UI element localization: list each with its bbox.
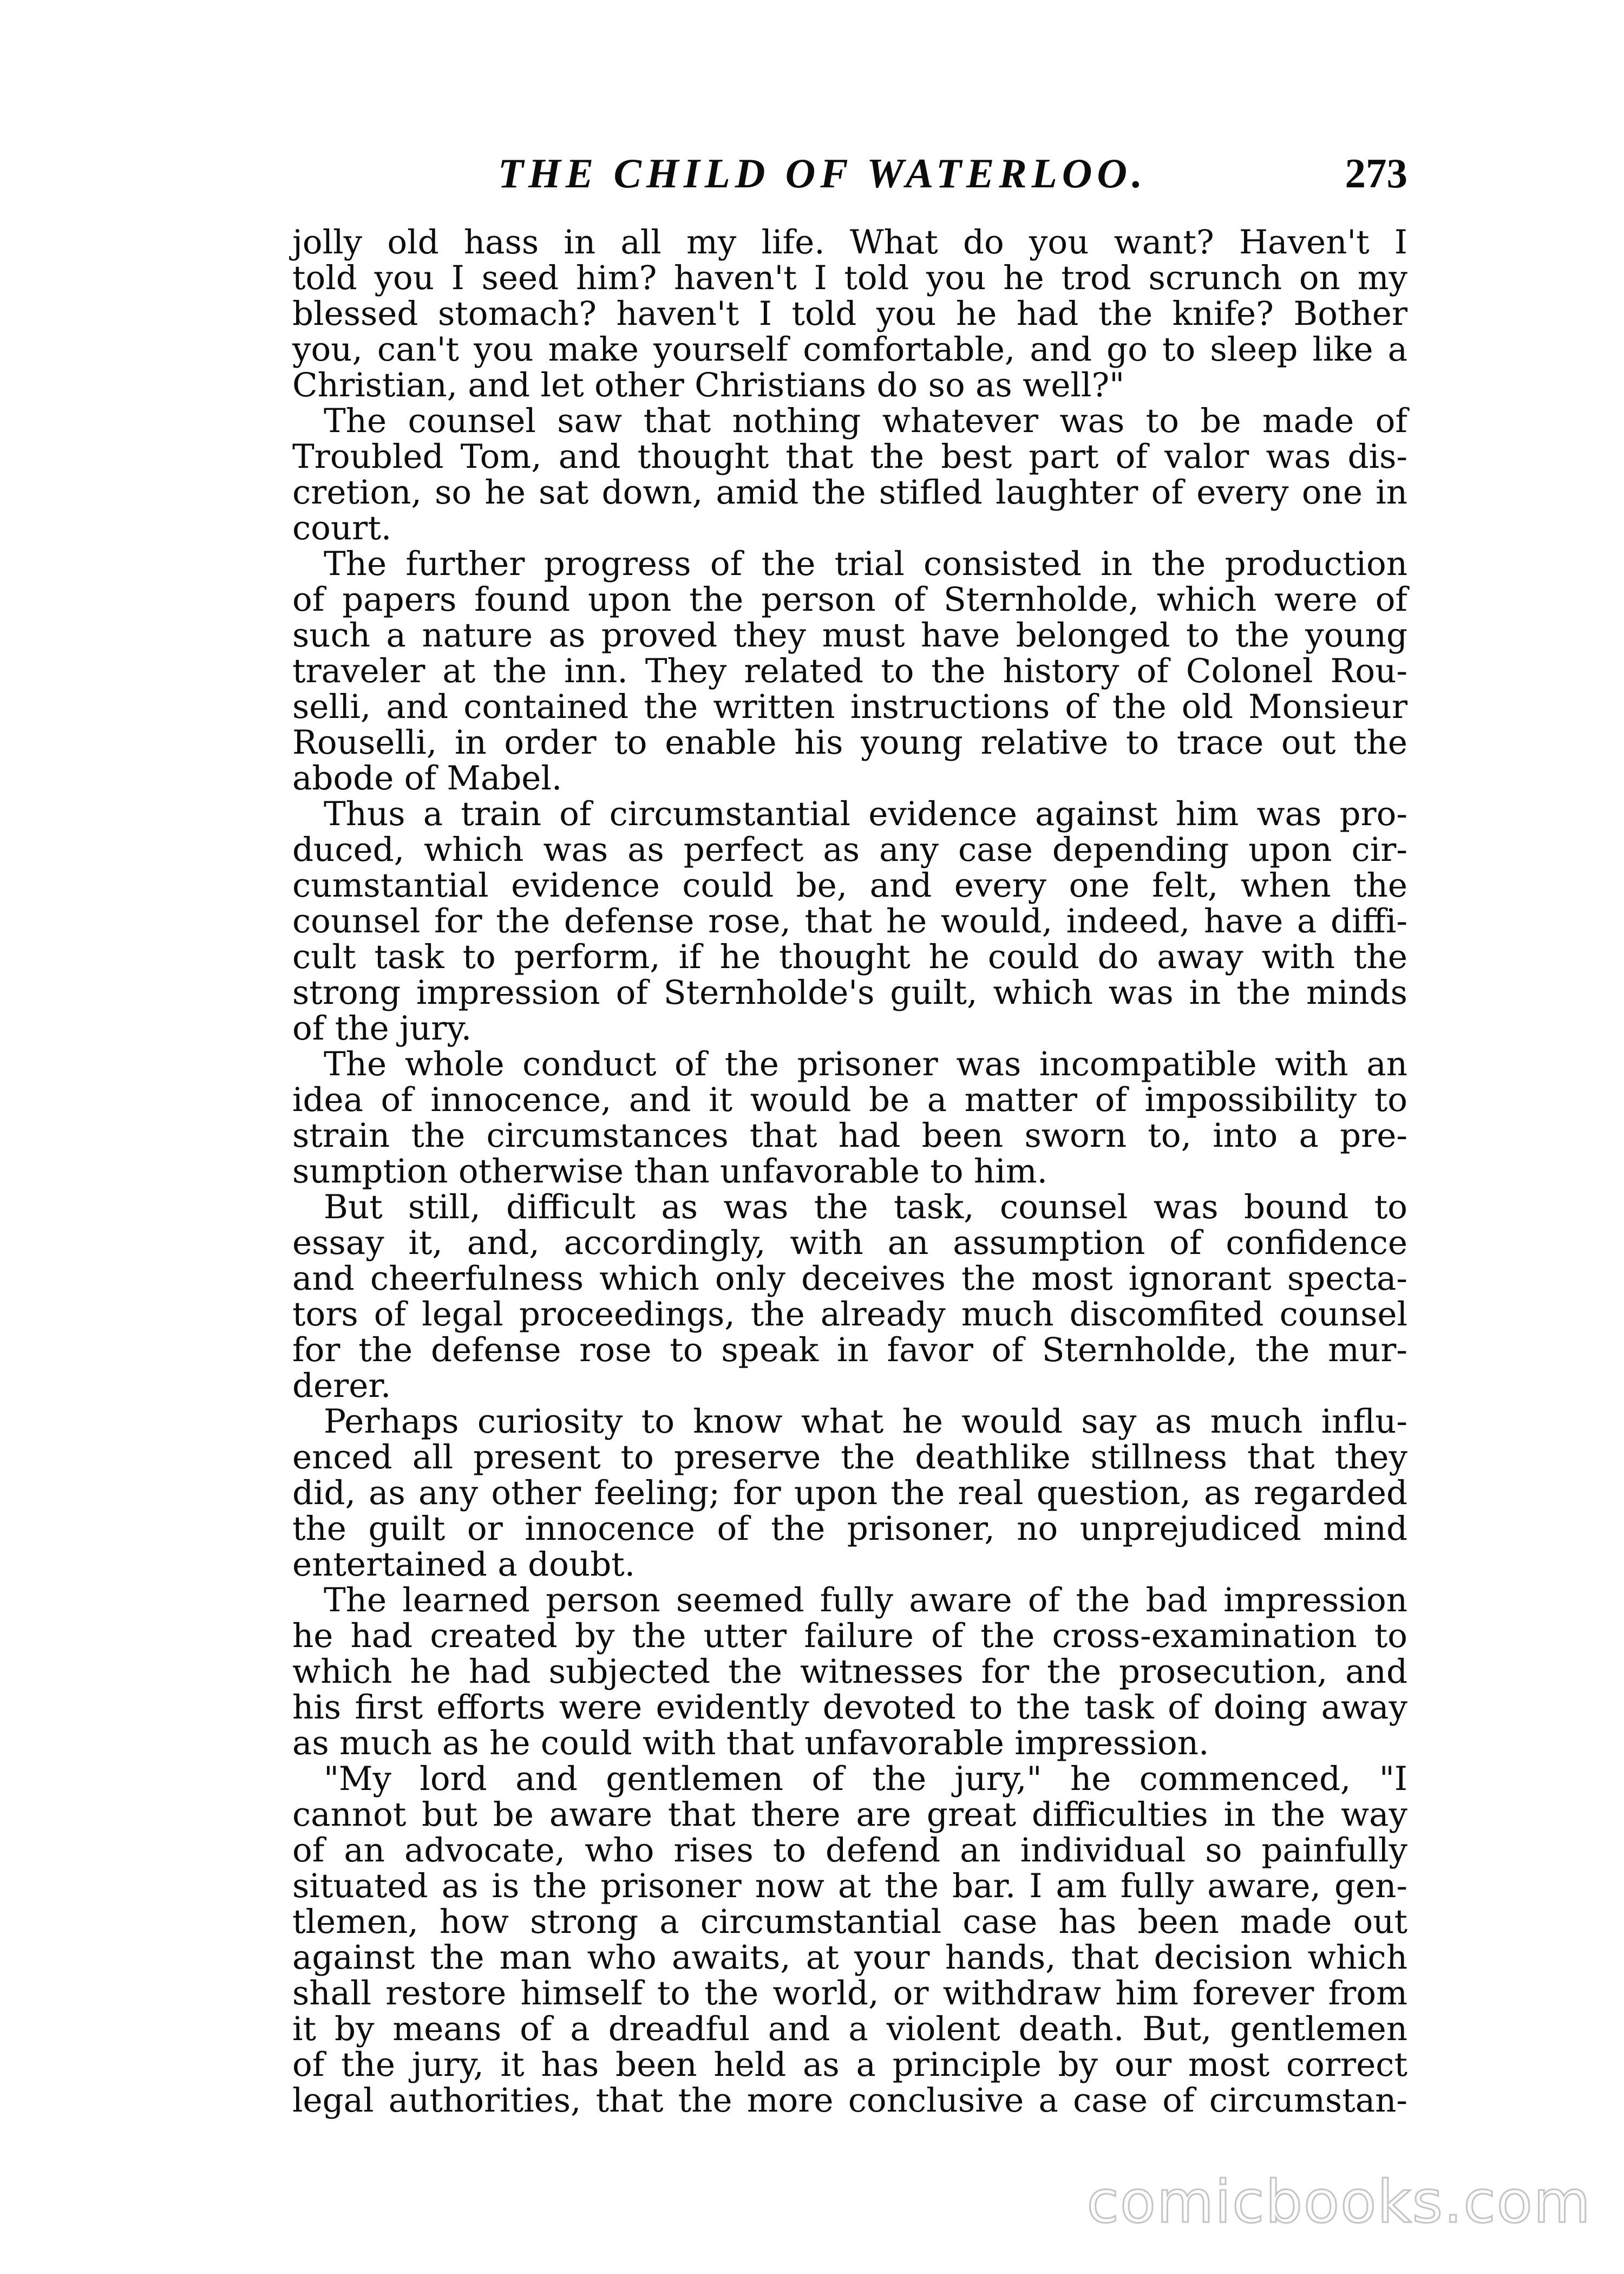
- body-text: [292, 225, 1407, 2119]
- text-line: abode of Mabel.: [292, 759, 562, 798]
- text-line: told you I seed him? haven't I told you he trod scrunch on my: [292, 259, 1407, 297]
- text-line: Christian, and let other Christians do so as well?": [292, 366, 1125, 404]
- text-line: of the jury.: [292, 1009, 472, 1048]
- watermark: comicbooks.com: [1086, 2168, 1592, 2236]
- text-line: duced, which was as perfect as any case depending upon cir-: [292, 831, 1407, 869]
- text-line: The further progress of the trial consisted in the production: [324, 545, 1407, 583]
- text-line: But still, difficult as was the task, counsel was bound to: [324, 1188, 1407, 1226]
- text-line: essay it, and, accordingly, with an assumption of confidence: [292, 1224, 1407, 1262]
- text-line: Troubled Tom, and thought that the best part of valor was dis-: [292, 437, 1407, 476]
- text-line: of an advocate, who rises to defend an individual so painfully: [292, 1831, 1407, 1870]
- text-line: strain the circumstances that had been sworn to, into a pre-: [292, 1116, 1407, 1155]
- text-line: "My lord and gentlemen of the jury," he commenced, "I: [324, 1760, 1407, 1798]
- text-line: situated as is the prisoner now at the bar. I am fully aware, gen-: [292, 1867, 1407, 1905]
- text-line: shall restore himself to the world, or withdraw him forever from: [292, 1974, 1407, 2012]
- text-line: The whole conduct of the prisoner was incompatible with an: [324, 1045, 1407, 1083]
- text-line: Perhaps curiosity to know what he would say as much influ-: [324, 1402, 1407, 1441]
- text-line: for the defense rose to speak in favor of Sternholde, the mur-: [292, 1331, 1407, 1369]
- text-line: Rouselli, in order to enable his young relative to trace out the: [292, 723, 1407, 762]
- text-line: selli, and contained the written instructions of the old Monsieur: [292, 688, 1407, 726]
- text-line: it by means of a dreadful and a violent death. But, gentlemen: [292, 2010, 1407, 2048]
- text-line: traveler at the inn. They related to the history of Colonel Rou-: [292, 652, 1407, 690]
- text-line: blessed stomach? haven't I told you he had the knife? Bother: [292, 295, 1407, 333]
- text-line: against the man who awaits, at your hands, that decision which: [292, 1938, 1407, 1977]
- text-line: tlemen, how strong a circumstantial case has been made out: [292, 1903, 1407, 1941]
- text-line: court.: [292, 509, 392, 547]
- text-line: did, as any other feeling; for upon the real question, as regarded: [292, 1474, 1407, 1512]
- text-line: you, can't you make yourself comfortable, and go to sleep like a: [292, 330, 1407, 369]
- text-line: counsel for the defense rose, that he would, indeed, have a diffi-: [292, 902, 1407, 940]
- text-line: The counsel saw that nothing whatever was to be made of: [324, 402, 1407, 440]
- text-line: cult task to perform, if he thought he could do away with the: [292, 938, 1407, 976]
- text-line: sumption otherwise than unfavorable to him.: [292, 1152, 1047, 1191]
- text-line: and cheerfulness which only deceives the most ignorant specta-: [292, 1259, 1407, 1298]
- text-line: idea of innocence, and it would be a matter of impossibility to: [292, 1081, 1407, 1119]
- text-line: entertained a doubt.: [292, 1545, 636, 1584]
- text-line: cumstantial evidence could be, and every one felt, when the: [292, 866, 1407, 905]
- text-line: his first efforts were evidently devoted to the task of doing away: [292, 1688, 1407, 1727]
- running-head: [292, 146, 1407, 211]
- text-line: jolly old hass in all my life. What do you want? Haven't I: [292, 223, 1407, 262]
- text-line: as much as he could with that unfavorable impression.: [292, 1724, 1209, 1762]
- text-line: cretion, so he sat down, amid the stifled laughter of every one in: [292, 473, 1407, 512]
- running-title: THE CHILD OF WATERLOO.: [498, 150, 1148, 197]
- text-line: derer.: [292, 1367, 391, 1405]
- text-line: tors of legal proceedings, the already much discomfited counsel: [292, 1295, 1407, 1334]
- text-line: the guilt or innocence of the prisoner, no unprejudiced mind: [292, 1510, 1407, 1548]
- text-line: legal authorities, that the more conclusive a case of circumstan-: [292, 2081, 1407, 2120]
- text-line: of the jury, it has been held as a principle by our most correct: [292, 2046, 1407, 2084]
- text-line: strong impression of Sternholde's guilt, which was in the minds: [292, 973, 1407, 1012]
- text-line: such a nature as proved they must have belonged to the young: [292, 616, 1407, 655]
- text-line: enced all present to preserve the deathlike stillness that they: [292, 1438, 1407, 1476]
- page-number: 273: [1345, 150, 1407, 197]
- text-line: he had created by the utter failure of the cross-examination to: [292, 1617, 1407, 1655]
- text-line: cannot but be aware that there are great difficulties in the way: [292, 1795, 1407, 1834]
- text-line: The learned person seemed fully aware of the bad impression: [324, 1581, 1407, 1619]
- text-line: which he had subjected the witnesses for the prosecution, and: [292, 1652, 1407, 1691]
- text-line: of papers found upon the person of Sternholde, which were of: [292, 580, 1407, 619]
- text-line: Thus a train of circumstantial evidence against him was pro-: [324, 795, 1407, 833]
